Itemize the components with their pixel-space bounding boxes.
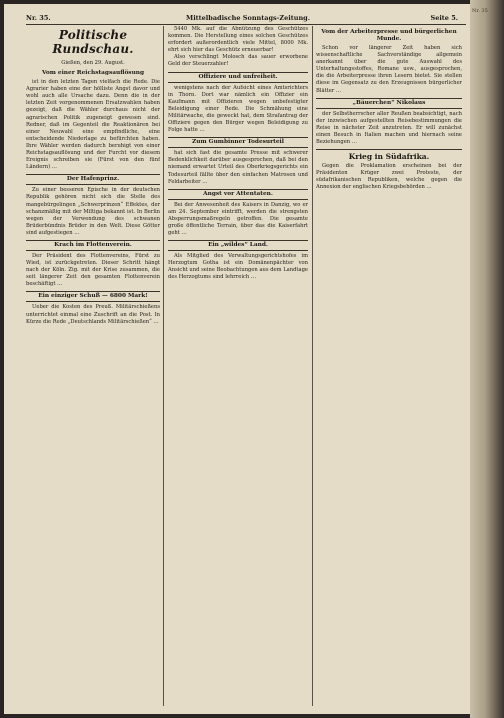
article-text: Schon vor längerer Zeit haben sich wissenschaftliche Sachverständige allgemein anerkannt über die gute Auswahl des Unterhaltungsstoffes, Romane usw., ausgesprochen, die die Arbeiterpresse ihren Lesern bietet. Sie stellen diese im Gegensatz zu den Erzeugnissen bürgerlicher Blätter … bbox=[316, 45, 462, 94]
article-text: Als Mitglied des Verwaltungsgerichtshofes im Herzogtum Gotha ist ein Domänenpächter von Ansicht und seine Beobachtungen aus dem Landtage des Herzogtums sind lehrreich … bbox=[168, 253, 308, 281]
dateline: Gießen, den 29. August. bbox=[61, 60, 125, 66]
article-text: 5440 Mk. auf die Abnützung des Geschützes kommen. Die Herstellung eines solchen Geschützes erfordert außerordentlich viele Mittel, 8000 Mk. ehrt sich hier das Geschütz erneuerbar! bbox=[168, 26, 308, 54]
article-heading: Vom der Arbeiterpresse und bürgerlichen Munde. bbox=[321, 29, 457, 42]
article-text: hat sich fast die gesamte Presse mit schwerer Bedenklichkeit darüber ausgesprochen, daß bei den niemand erwartet Urteil des Oberkriegsgerichts ein Todesurteil fällte über den einfachen Matrosen und Feldarbeiter … bbox=[168, 150, 308, 185]
article-heading: Angst vor Attentaten. bbox=[168, 189, 308, 200]
column-1 bbox=[26, 26, 160, 706]
article-text: Gegen die Proklamation erscheinen bei der Präsidenten Krüger zwei Proteste, der südafrikanischen Republiken, welche gegen die Annexion der englischen Kriegsbehörden … bbox=[316, 163, 462, 191]
article-heading: Ein „wildes“ Land. bbox=[168, 240, 308, 251]
column-3 bbox=[316, 26, 462, 706]
newspaper-page bbox=[4, 4, 470, 714]
article-heading: Ein einziger Schuß — 6800 Mark! bbox=[26, 291, 160, 302]
section-title: Politische Rundschau. bbox=[52, 28, 134, 56]
article-text: wenigstens nach der Aufsicht eines Amtsrichters in Thorn. Dort war nämlich ein Offizier ein Kaufmann mit Offizieren wegen unbefestigter Beleidigung einer Rede. Die Schmähung eine Militärwache, die geweckt hat, dem Strafantrag der Offiziere gegen den Bürger wegen Beleidigung zu Folge hatte … bbox=[168, 84, 308, 134]
article-text: Ueber die Kosten des Preuß. Militärschießens unterrichtet einmal eine Zuschrift an die Post. In Kürze die Rede „Deutschlands Militärschießen“ … bbox=[26, 304, 160, 325]
article-text: Also verschlingt Molosch das sauer erworbene Geld der Steuerzahler! bbox=[168, 54, 308, 68]
article-text: der Selbstherrscher aller Reußen beabsichtigt, nach der inzwischen aufgestellten Reisebestimmungen die Reise in nächster Zeit anzutreten. Er will zunächst einen Besuch in Italien machen und hiernach seine Beziehungen … bbox=[316, 110, 462, 146]
binding-edge bbox=[470, 0, 504, 718]
article-text: Zu einer besseren Epische in der deutschen Republik gehören nicht sich die Stelle des mangebürgelingen „Schwerprinzen“ Effektes, der schanzmäßig mit der Miltiga bekannt ist. In Berlin wegen der Verwendung des schwanen Brüderbündnis Brüder in den Welt. Diese Götter sind aufgestiegen … bbox=[26, 187, 160, 236]
newspaper-name: Mittelbadische Sonntags-Zeitung. bbox=[186, 14, 310, 22]
article-text: Bei der Anwesenheit des Kaisers in Danzig, wo er am 24. September eintrifft, werden die strengsten Absperrungsmaßregeln getroffen. Die gesamte große öffentliche Terrain, über das die Kaiserfahrt geht … bbox=[168, 201, 308, 237]
column-2 bbox=[168, 26, 308, 706]
page-number: Seite 5. bbox=[430, 14, 458, 22]
edge-label: Nr. 35 bbox=[472, 8, 488, 14]
article-heading: Krach im Flottenverein. bbox=[26, 240, 160, 251]
article-heading: Offiziere und unfreiheit. bbox=[168, 72, 308, 83]
article-heading: Krieg in Südafrika. bbox=[316, 149, 462, 161]
article-text: Der Präsident des Flottenvereins, Fürst zu Wied, ist zurückgetreten. Dieser Schritt hängt nach der Köln. Zig. mit der Krise zusammen, die seit längerer Zeit den gesamten Flottenverein beschäftigt … bbox=[26, 252, 160, 288]
page-header bbox=[26, 12, 466, 25]
article-heading: Der Hafenprinz. bbox=[26, 174, 160, 185]
issue-number: Nr. 35. bbox=[26, 14, 51, 22]
article-heading: „Bäuerchen“ Nikolaus bbox=[316, 98, 462, 109]
column-divider bbox=[163, 26, 164, 706]
article-heading: Vom einer Reichstagsauflösung bbox=[41, 70, 145, 77]
article-heading: Zum Gumbinner Todesurteil bbox=[168, 137, 308, 148]
column-divider bbox=[312, 26, 313, 706]
article-text: ist in den letzten Tagen vielfach die Rede. Die Agrarier haben eine der hölliste Angst davor und wohl auch alle Ursache dazu. Denn die in der letzten Zeit vorgenommenen Ersatzwahlen haben gezeigt, daß die Wähler durchaus nicht der agrarischen Politik zugeneigt gewesen sind. Redner, daß im Gegenteil die Reaktionären bei einer Neuwahl eine empfindliche, eine entscheidende Niederlage zu befürchten haben. Ihre Wähler werden dadurch beruhigt von einer Reichstagsauflösung und der Furcht vor diesem Ereignis schreiben sie (Fürst von den fünf Ländern) … bbox=[26, 79, 160, 171]
